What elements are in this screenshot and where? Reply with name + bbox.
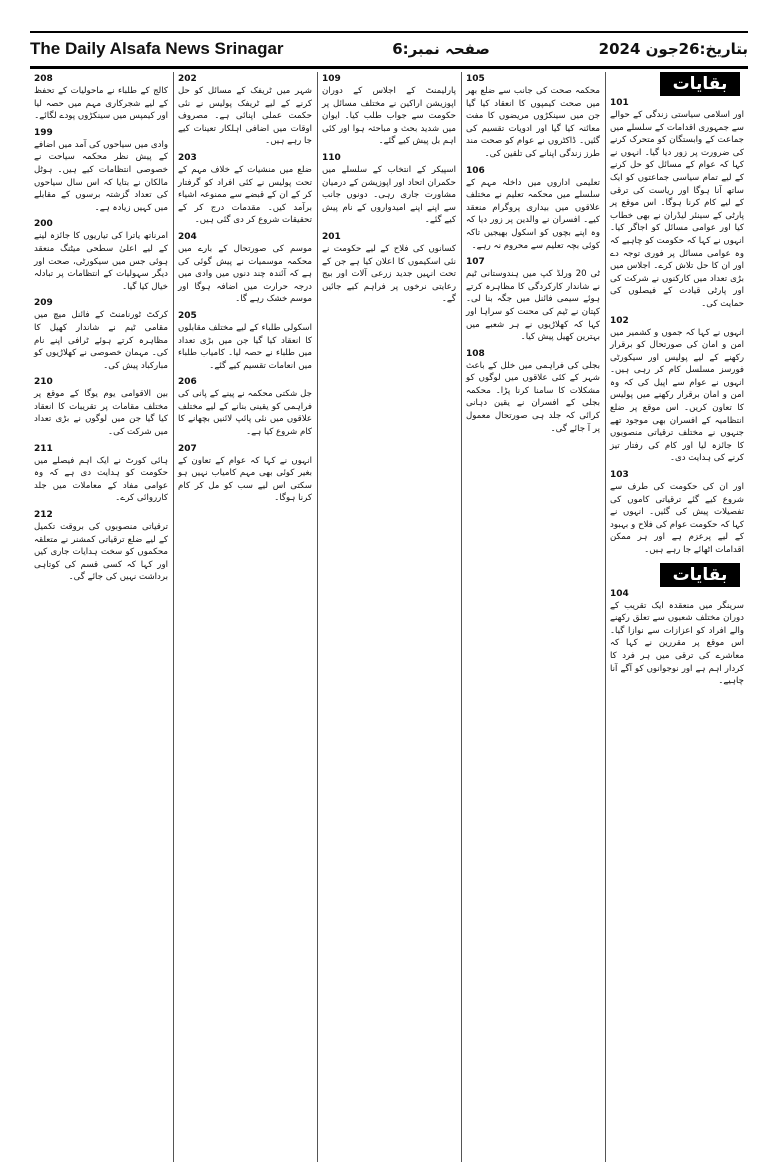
story-number: 208 — [34, 74, 53, 84]
story-text: بجلی کی فراہمی میں خلل کے باعث شہر کے کئی علاقوں میں لوگوں کو مشکلات کا سامنا کرنا پڑا۔ محکمہ بجلی کے افسران نے یقین دہانی کرائی کہ جلد ہی صورتحال معمول پر آ جائے گی۔ — [466, 360, 600, 434]
story — [174, 74, 316, 148]
story-text: پارلیمنٹ کے اجلاس کے دوران اپوزیشن اراکین نے مختلف مسائل پر حکومت سے جواب طلب کیا۔ ایوان میں شدید بحث و مباحثہ ہوا اور کئی اہم بل پیش کیے گئے۔ — [322, 86, 456, 147]
story-text: کرکٹ ٹورنامنٹ کے فائنل میچ میں مقامی ٹیم نے شاندار کھیل کا مظاہرہ کرتے ہوئے ٹرافی اپنے نام کی۔ مہمان خصوصی نے کھلاڑیوں کو مبارکباد پیش کی۔ — [34, 310, 168, 371]
story-text: ترقیاتی منصوبوں کی بروقت تکمیل کے لیے ضلع ترقیاتی کمشنر نے متعلقہ محکموں کو سخت ہدایات جاری کیں اور کہا کہ کسی قسم کی کوتاہی برداشت نہیں کی جائے گی۔ — [34, 522, 168, 583]
story-text: ٹی 20 ورلڈ کپ میں ہندوستانی ٹیم نے شاندار کارکردگی کا مظاہرہ کرتے ہوئے سیمی فائنل میں جگہ بنا لی۔ کپتان نے ٹیم کی محنت کو سراہا اور کہا کہ کھلاڑیوں نے ہر شعبے میں بہترین کھیل پیش کیا۔ — [466, 269, 600, 343]
story — [174, 444, 316, 505]
story-number: 102 — [610, 315, 629, 326]
story-text: محکمہ صحت کی جانب سے ضلع بھر میں صحت کیمپوں کا انعقاد کیا گیا جن میں سینکڑوں مریضوں کا مفت معائنہ کیا گیا اور ادویات تقسیم کی گئیں۔ ڈاکٹروں نے عوام کو صحت مند طرز زندگی اپنانے کی تلقین کی۔ — [466, 86, 600, 159]
masthead-top-rule — [30, 31, 748, 33]
story-text: اسپیکر کے انتخاب کے سلسلے میں حکمران اتحاد اور اپوزیشن کے درمیان مشاورت جاری رہی۔ دونوں جانب سے اپنے اپنے امیدواروں کے نام پیش کیے گئے۔ — [322, 164, 456, 226]
column-3 — [318, 72, 460, 1162]
story — [318, 74, 460, 148]
story-number: 204 — [178, 231, 197, 242]
story-text: انہوں نے کہا کہ عوام کے تعاون کے بغیر کوئی بھی مہم کامیاب نہیں ہو سکتی اس لیے سب کو مل کر کام کرنا ہوگا۔ — [178, 455, 312, 504]
story-text: جل شکتی محکمہ نے پینے کے پانی کی فراہمی کو یقینی بنانے کے لیے مختلف علاقوں میں نئی پائپ لائنیں بچھانے کا کام شروع کیا ہے۔ — [178, 389, 312, 438]
column-2 — [462, 72, 604, 1162]
story-number: 103 — [610, 470, 629, 481]
issue-date: بتاریخ:26جون 2024 — [598, 40, 748, 58]
column-1 — [606, 72, 748, 1162]
story — [174, 232, 316, 306]
story — [30, 219, 172, 293]
story-number: 209 — [34, 298, 53, 309]
story — [174, 153, 316, 227]
story-number: 207 — [178, 443, 197, 454]
story-text: اور اسلامی سیاستی زندگی کے حوالے سے جمہوری اقدامات کے سلسلے میں جماعت کے وابستگان کو متحرک کرنے کی ضرورت پر زور دیا گیا۔ انہوں نے کہا کہ عوام کے مسائل کو حل کرنے کے لیے تمام سیاسی جماعتوں کو ایک ساتھ آنا ہوگا اور ریاست کی ترقی کے لیے کام کرنا ہوگا۔ اس موقع پر پارٹی کے سینئر لیڈران نے بھی خطاب کیا اور عوامی مسائل کو اجاگر کیا۔ انہوں نے کہا کہ حکومت کو چاہیے کہ وہ عوامی مسائل پر فوری توجہ دے اور ان کا حل تلاش کرے۔ اجلاس میں بڑی تعداد میں کارکنوں نے شرکت کی اور پارٹی قیادت کے فیصلوں کی حمایت کی۔ — [610, 110, 744, 309]
story-number: 206 — [178, 377, 197, 388]
column-4 — [174, 72, 316, 1162]
story-number: 210 — [34, 377, 53, 388]
story-text: ضلع میں منشیات کے خلاف مہم کے تحت پولیس نے کئی افراد کو گرفتار کر کے ان کے قبضے سے ممنوعہ اشیاء برآمد کیں۔ مقدمات درج کر کے تحقیقات شروع کر دی گئی ہیں۔ — [178, 164, 312, 226]
story-text: امرناتھ یاترا کی تیاریوں کا جائزہ لینے کے لیے اعلیٰ سطحی میٹنگ منعقد ہوئی جس میں سیکورٹی، صحت اور دیگر سہولیات کے انتظامات پر تبادلہ خیال کیا گیا۔ — [34, 231, 168, 292]
page-body — [30, 72, 748, 1162]
story — [318, 232, 460, 306]
story-text: وادی میں سیاحوں کی آمد میں اضافے کے پیش نظر محکمہ سیاحت نے خصوصی انتظامات کیے ہیں۔ ہوٹل مالکان نے بتایا کہ اس سال سیاحوں کی تعداد گزشتہ برسوں کے مقابلے میں کہیں زیادہ ہے۔ — [34, 139, 168, 213]
story — [30, 444, 172, 505]
story — [462, 74, 604, 161]
story — [606, 589, 748, 688]
story-text: شہر میں ٹریفک کے مسائل کو حل کرنے کے لیے ٹریفک پولیس نے نئی حکمت عملی اپنائی ہے۔ مصروف اوقات میں اضافی اہلکار تعینات کیے جا رہے ہیں۔ — [178, 86, 312, 147]
story-number: 109 — [322, 74, 341, 84]
story — [174, 377, 316, 438]
story — [462, 349, 604, 436]
story — [174, 311, 316, 372]
masthead-bottom-rule — [30, 66, 748, 69]
story — [462, 257, 604, 344]
story-text: تعلیمی اداروں میں داخلہ مہم کے سلسلے میں محکمہ تعلیم نے مختلف علاقوں میں بیداری پروگرام منعقد کیے۔ افسران نے والدین پر زور دیا کہ وہ اپنے بچوں کو اسکول بھیجیں تاکہ کوئی بچہ تعلیم سے محروم نہ رہے۔ — [466, 177, 600, 251]
story-number: 203 — [178, 152, 197, 163]
story-number: 106 — [466, 165, 485, 176]
story-number: 199 — [34, 127, 53, 138]
column-5 — [30, 72, 172, 1162]
story-number: 201 — [322, 231, 341, 242]
story — [318, 153, 460, 227]
story-text: انہوں نے کہا کہ جموں و کشمیر میں امن و امان کی صورتحال کو برقرار رکھنے کے لیے پولیس اور سیکورٹی فورسز مسلسل کام کر رہی ہیں۔ انہوں نے عوام سے اپیل کی کہ وہ امن و امان برقرار رکھنے میں پولیس کا تعاون کریں۔ اس موقع پر ضلع انتظامیہ کے افسران بھی موجود تھے جنہوں نے مختلف ترقیاتی منصوبوں کا جائزہ لیا اور کام کی رفتار تیز کرنے کی ہدایت دی۔ — [610, 327, 744, 464]
story-text: ہائی کورٹ نے ایک اہم فیصلے میں حکومت کو ہدایت دی ہے کہ وہ عوامی مفاد کے معاملات میں جلد کارروائی کرے۔ — [34, 455, 168, 504]
story-text: کالج کے طلباء نے ماحولیات کے تحفظ کے لیے شجرکاری مہم میں حصہ لیا اور کیمپس میں سینکڑوں پودے لگائے۔ — [34, 86, 168, 122]
page-number: صفحہ نمبر:6 — [392, 40, 490, 58]
story — [606, 98, 748, 311]
paper-name: The Daily Alsafa News Srinagar — [30, 39, 284, 58]
story — [30, 74, 172, 123]
story-text: اور ان کی حکومت کی طرف سے شروع کیے گئے ترقیاتی کاموں کی تفصیلات پیش کی گئیں۔ انہوں نے کہا کہ حکومت عوام کی فلاح و بہبود کے لیے پرعزم ہے اور ہر ممکن اقدامات اٹھائے جا رہے ہیں۔ — [610, 482, 744, 555]
story-number: 101 — [610, 98, 629, 108]
story-number: 200 — [34, 219, 53, 230]
story-text: موسم کی صورتحال کے بارے میں محکمہ موسمیات نے پیش گوئی کی ہے کہ آئندہ چند دنوں میں وادی میں درجہ حرارت میں اضافہ ہوگا اور موسم خشک رہے گا۔ — [178, 243, 312, 305]
story-number: 212 — [34, 510, 53, 521]
story — [606, 470, 748, 557]
story-number: 105 — [466, 74, 485, 84]
story-text: سرینگر میں منعقدہ ایک تقریب کے دوران مختلف شعبوں سے تعلق رکھنے والے افراد کو اعزازات سے نوازا گیا۔ اس موقع پر مقررین نے کہا کہ معاشرے کی ترقی میں ہر فرد کا کردار اہم ہے اور نوجوانوں کو آگے آنا چاہیے۔ — [610, 600, 744, 687]
story — [606, 316, 748, 466]
story — [30, 377, 172, 438]
story — [30, 298, 172, 372]
section-title-continued: بقایات — [660, 563, 740, 587]
story-text: اسکولی طلباء کے لیے مختلف مقابلوں کا انعقاد کیا گیا جن میں بڑی تعداد میں طلباء نے حصہ لیا۔ کامیاب طلباء میں انعامات تقسیم کیے گئے۔ — [178, 322, 312, 371]
story-number: 211 — [34, 443, 53, 454]
story-number: 202 — [178, 74, 197, 84]
story-number: 205 — [178, 310, 197, 321]
story-number: 104 — [610, 588, 629, 599]
section-title: بقایات — [660, 72, 740, 96]
masthead — [30, 34, 748, 64]
story — [30, 510, 172, 584]
story — [462, 166, 604, 253]
story-number: 107 — [466, 257, 485, 268]
story-text: کسانوں کی فلاح کے لیے حکومت نے نئی اسکیموں کا اعلان کیا ہے جن کے تحت انہیں جدید زرعی آلات اور بیج رعایتی نرخوں پر فراہم کیے جائیں گے۔ — [322, 243, 456, 305]
story-number: 108 — [466, 348, 485, 359]
story-text: بین الاقوامی یوم یوگا کے موقع پر مختلف مقامات پر تقریبات کا انعقاد کیا گیا جن میں لوگوں نے بڑی تعداد میں شرکت کی۔ — [34, 389, 168, 438]
story — [30, 128, 172, 215]
story-number: 110 — [322, 152, 341, 163]
